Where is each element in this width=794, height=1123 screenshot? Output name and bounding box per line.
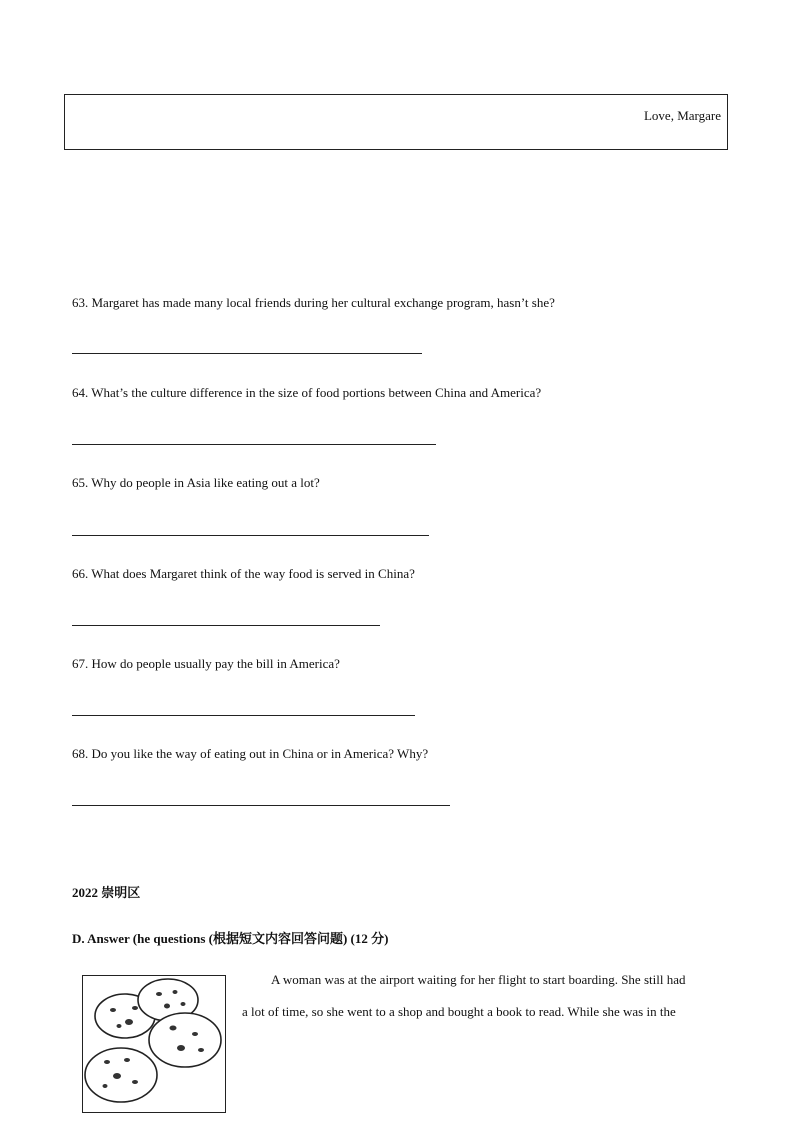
question-64: 64. What’s the culture difference in the size of food portions between China and America? <box>72 385 542 400</box>
passage-line-1: A woman was at the airport waiting for her flight to start boarding. She still had <box>271 972 686 987</box>
letter-signoff: Love, Margare <box>643 108 721 123</box>
question-63: 63. Margaret has made many local friends during her cultural exchange program, hasn’t she? <box>72 295 555 310</box>
question-65: 65. Why do people in Asia like eating out a lot? <box>72 475 320 490</box>
answer-line-63[interactable] <box>72 353 422 354</box>
question-66: 66. What does Margaret think of the way food is served in China? <box>72 566 415 581</box>
question-68: 68. Do you like the way of eating out in China or in America? Why? <box>72 746 429 761</box>
letter-closing-box <box>64 94 728 150</box>
answer-line-64[interactable] <box>72 444 436 445</box>
answer-line-67[interactable] <box>72 715 415 716</box>
passage-line-2: a lot of time, so she went to a shop and bought a book to read. While she was in the <box>242 1004 676 1019</box>
answer-line-66[interactable] <box>72 625 380 626</box>
section-heading: D. Answer (he questions (根据短文内容回答问题) (12 分) <box>72 931 389 946</box>
answer-line-65[interactable] <box>72 535 429 536</box>
question-67: 67. How do people usually pay the bill in America? <box>72 656 340 671</box>
section-year-district: 2022 崇明区 <box>72 885 141 900</box>
cookies-illustration <box>82 975 226 1113</box>
answer-line-68[interactable] <box>72 805 450 806</box>
cookies-drawing <box>83 976 224 1111</box>
